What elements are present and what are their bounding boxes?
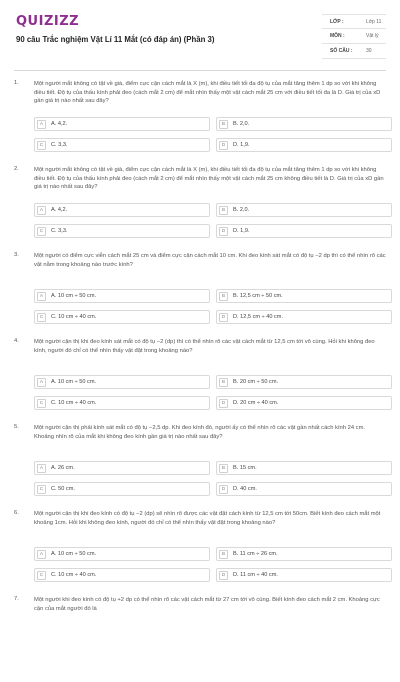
option-text: C. 3,3. <box>51 228 68 234</box>
option-letter: D <box>219 571 228 580</box>
option-text: D. 20 cm ÷ 40 cm. <box>233 400 279 406</box>
meta-value: Lớp 11 <box>366 19 382 25</box>
option-a[interactable] <box>34 203 210 217</box>
question-number: 4. <box>14 338 19 344</box>
question-number: 5. <box>14 424 19 430</box>
option-a[interactable] <box>34 547 210 561</box>
option-text: B. 11 cm ÷ 26 cm. <box>233 551 278 557</box>
question-number: 6. <box>14 510 19 516</box>
option-c[interactable] <box>34 568 210 582</box>
option-letter: A <box>37 206 46 215</box>
option-text: C. 10 cm ÷ 40 cm. <box>51 572 97 578</box>
option-letter: C <box>37 313 46 322</box>
meta-key: LỚP : <box>330 19 344 25</box>
page-header <box>0 0 400 70</box>
option-b[interactable] <box>216 289 392 303</box>
question-2 <box>0 166 400 252</box>
option-letter: B <box>219 292 228 301</box>
quizizz-logo: QUIZIZZ <box>16 14 80 29</box>
option-text: A. 10 cm ÷ 50 cm. <box>51 379 97 385</box>
option-letter: C <box>37 141 46 150</box>
option-a[interactable] <box>34 375 210 389</box>
option-letter: B <box>219 120 228 129</box>
option-text: A. 10 cm ÷ 50 cm. <box>51 551 97 557</box>
option-b[interactable] <box>216 461 392 475</box>
option-c[interactable] <box>34 224 210 238</box>
question-list <box>0 80 400 682</box>
option-text: D. 12,5 cm ÷ 40 cm. <box>233 314 284 320</box>
option-text: A. 4,2. <box>51 121 68 127</box>
question-text: Một người mắt không có tật về già, điểm cực cận cách mắt là X (m), khi điều tiết tối đa độ tụ của mắt tăng thêm 1 dp so với khi không điều tiết. Độ tụ của thấu kính phải đeo (cách mắt 2 cm) để mắt nhìn thấy một vật cách mắt 25 cm không điều tiết là D. Giá trị của xD gần giá trị nào nhất sau đây? <box>34 167 384 190</box>
option-d[interactable] <box>216 568 392 582</box>
option-letter: A <box>37 550 46 559</box>
option-b[interactable] <box>216 117 392 131</box>
option-text: C. 10 cm ÷ 40 cm. <box>51 314 97 320</box>
option-text: C. 3,3. <box>51 142 68 148</box>
option-d[interactable] <box>216 396 392 410</box>
option-d[interactable] <box>216 138 392 152</box>
option-letter: D <box>219 141 228 150</box>
question-1 <box>0 80 400 166</box>
meta-value: 30 <box>366 48 372 54</box>
question-number: 7. <box>14 596 19 602</box>
option-c[interactable] <box>34 482 210 496</box>
option-letter: A <box>37 292 46 301</box>
option-text: D. 11 cm ÷ 40 cm. <box>233 572 278 578</box>
option-letter: C <box>37 571 46 580</box>
option-b[interactable] <box>216 375 392 389</box>
question-text: Một người có điểm cực viễn cách mắt 25 cm và điểm cực cận cách mắt 10 cm. Khi đeo kính sát mắt có độ tụ −2 dp thì có thể nhìn rõ các vật nằm trong khoảng nào trước kính? <box>34 253 386 268</box>
option-text: D. 40 cm. <box>233 486 257 492</box>
option-text: A. 26 cm. <box>51 465 75 471</box>
option-b[interactable] <box>216 203 392 217</box>
option-letter: A <box>37 378 46 387</box>
option-text: B. 20 cm ÷ 50 cm. <box>233 379 279 385</box>
option-text: A. 10 cm ÷ 50 cm. <box>51 293 97 299</box>
option-a[interactable] <box>34 289 210 303</box>
option-text: A. 4,2. <box>51 207 68 213</box>
option-letter: A <box>37 464 46 473</box>
option-text: D. 1,9. <box>233 228 250 234</box>
option-d[interactable] <box>216 224 392 238</box>
option-a[interactable] <box>34 461 210 475</box>
option-c[interactable] <box>34 396 210 410</box>
question-text: Một người khi đeo kính có độ tụ +2 dp có thể nhìn rõ các vật cách mắt từ 27 cm tới vô cùng. Biết kính đeo cách mắt 2 cm. Khoảng cực cận của mắt người đó là <box>34 597 380 612</box>
option-letter: C <box>37 399 46 408</box>
meta-box <box>322 14 386 59</box>
option-text: D. 1,9. <box>233 142 250 148</box>
option-letter: D <box>219 399 228 408</box>
option-letter: A <box>37 120 46 129</box>
question-number: 2. <box>14 166 19 172</box>
option-text: B. 2,0. <box>233 121 250 127</box>
option-text: C. 10 cm ÷ 40 cm. <box>51 400 97 406</box>
option-c[interactable] <box>34 310 210 324</box>
option-d[interactable] <box>216 482 392 496</box>
option-text: B. 15 cm. <box>233 465 257 471</box>
question-7 <box>0 596 400 682</box>
option-letter: B <box>219 206 228 215</box>
option-letter: C <box>37 227 46 236</box>
meta-key: MÔN : <box>330 33 345 39</box>
question-5 <box>0 424 400 510</box>
option-letter: D <box>219 485 228 494</box>
option-letter: D <box>219 227 228 236</box>
question-number: 3. <box>14 252 19 258</box>
question-3 <box>0 252 400 338</box>
option-letter: C <box>37 485 46 494</box>
option-d[interactable] <box>216 310 392 324</box>
question-4 <box>0 338 400 424</box>
option-a[interactable] <box>34 117 210 131</box>
option-text: C. 50 cm. <box>51 486 75 492</box>
meta-row-subject <box>322 29 386 44</box>
header-divider <box>14 70 386 71</box>
option-text: B. 12,5 cm ÷ 50 cm. <box>233 293 283 299</box>
question-number: 1. <box>14 80 19 86</box>
question-text: Một người cận thị phải kính sát mắt có độ tụ −2,5 dp. Khi đeo kính đó, người ấy có thể nhìn rõ các vật gần nhất cách kính 24 cm. Khoảng nhìn rõ của mắt khi không đeo kính gần giá trị nào nhất sau đây? <box>34 425 366 440</box>
option-text: B. 2,0. <box>233 207 250 213</box>
meta-value: Vật lý <box>366 33 379 39</box>
option-letter: B <box>219 550 228 559</box>
question-text: Một người mắt không có tật về già, điểm cực cận cách mắt là X (m), khi điều tiết tối đa độ tụ của mắt tăng thêm 1 dp so với khi không điều tiết. Độ tụ của thấu kính phải đeo (cách mắt 2 cm) để mắt nhìn thấy một vật cách mắt 25 cm với điều tiết tối đa là D. Giá trị của xD gần giá trị nào nhất sau đây? <box>34 81 381 104</box>
meta-row-count <box>322 44 386 59</box>
option-letter: D <box>219 313 228 322</box>
question-text: Một người cận thị khi đeo kính sát mắt có độ tụ −2 (dp) thì có thể nhìn rõ các vật cách mắt từ 12,5 cm tới vô cùng. Hỏi khi không đeo kính, người đó chỉ có thể nhìn thấy vật đặt trong khoảng nào? <box>34 339 375 354</box>
document-title: 90 câu Trắc nghiệm Vật Lí 11 Mắt (có đáp án) (Phần 3) <box>16 35 215 44</box>
option-letter: B <box>219 464 228 473</box>
question-6 <box>0 510 400 596</box>
option-b[interactable] <box>216 547 392 561</box>
question-text: Một người cận thị khi đeo kính có độ tụ −2 (dp) sẽ nhìn rõ được các vật đặt cách kính từ 12,5 cm tới 50cm. Biết kính đeo cách mắt một khoảng 1cm. Hỏi khi không đeo kính, người đó chỉ có thể nhìn thấy vật đặt trong khoảng nào? <box>34 511 381 526</box>
meta-row-grade <box>322 14 386 29</box>
option-c[interactable] <box>34 138 210 152</box>
meta-key: SỐ CÂU : <box>330 48 353 54</box>
option-letter: B <box>219 378 228 387</box>
